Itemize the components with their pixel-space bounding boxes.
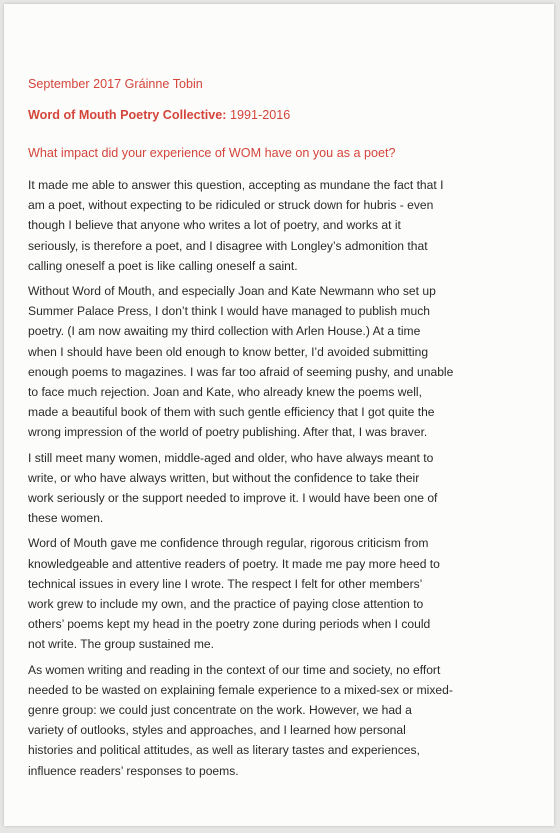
paragraph-line: Word of Mouth gave me confidence through regular, rigorous criticism from [28,536,429,551]
paragraph-line: It made me able to answer this question, accepting as mundane the fact that I [28,178,444,192]
paragraph-line: I still meet many women, middle-aged and older, who have always meant to [28,450,434,465]
paragraph-line: write, or who have always written, but without the confidence to take their [28,470,420,485]
paragraph-line: poetry. (I am now awaiting my third collection with Arlen House.) At a time [28,324,421,339]
answer-body [28,175,528,781]
answer-paragraph [28,448,528,529]
document-page [4,4,554,826]
answer-paragraph [28,660,528,781]
paragraph-line: enough poems to magazines. I was far too afraid of seeming pushy, and unable [28,364,454,379]
collective-name: Word of Mouth Poetry Collective: [28,108,227,122]
paragraph-line: wrong impression of the world of poetry publishing. After that, I was braver. [28,425,428,440]
paragraph-line: work grew to include my own, and the practice of paying close attention to [28,597,424,612]
answer-paragraph [28,533,528,654]
collective-heading [28,107,528,124]
paragraph-line: needed to be wasted on explaining female experience to a mixed-sex or mixed- [28,682,453,697]
interview-question: What impact did your experience of WOM have on you as a poet? [28,146,396,160]
paragraph-line: to face much rejection. Joan and Kate, who already knew the poems well, [28,385,422,400]
answer-paragraph [28,281,528,443]
paragraph-line: knowledgeable and attentive readers of poetry. It made me pay more heed to [28,556,440,571]
paragraph-line: As women writing and reading in the context of our time and society, no effort [28,662,441,677]
paragraph-line: seriously, is therefore a poet, and I disagree with Longley’s admonition that [28,238,428,253]
paragraph-line: technical issues in every line I wrote. The respect I felt for other members’ [28,576,423,591]
paragraph-line: calling oneself a poet is like calling oneself a saint. [28,258,298,273]
paragraph-line: when I should have been old enough to know better, I’d avoided submitting [28,344,429,359]
paragraph-line: histories and political attitudes, as well as literary tastes and experiences, [28,743,420,758]
collective-years: 1991-2016 [226,108,291,122]
paragraph-line: am a poet, without expecting to be ridiculed or struck down for hubris - even [28,198,434,213]
document-content [28,76,528,786]
paragraph-line: others’ poems kept my head in the poetry zone during periods when I could [28,617,431,632]
paragraph-line: Summer Palace Press, I don’t think I would have managed to publish much [28,304,430,319]
paragraph-line: work seriously or the support needed to improve it. I would have been one of [28,491,438,506]
answer-paragraph [28,175,528,276]
paragraph-line: these women. [28,511,104,526]
paragraph-line: influence readers’ responses to poems. [28,763,239,778]
paragraph-line: not write. The group sustained me. [28,637,214,652]
paragraph-line: though I believe that anyone who writes a lot of poetry, and works at it [28,218,401,233]
paragraph-line: genre group: we could just concentrate on the work. However, we had a [28,703,412,718]
paragraph-line: made a beautiful book of them with such gentle efficiency that I got quite the [28,405,435,420]
paragraph-line: Without Word of Mouth, and especially Joan and Kate Newmann who set up [28,284,436,299]
paragraph-line: variety of outlooks, styles and approaches, and I learned how personal [28,723,406,738]
date-author-line: September 2017 Gráinne Tobin [28,77,203,91]
